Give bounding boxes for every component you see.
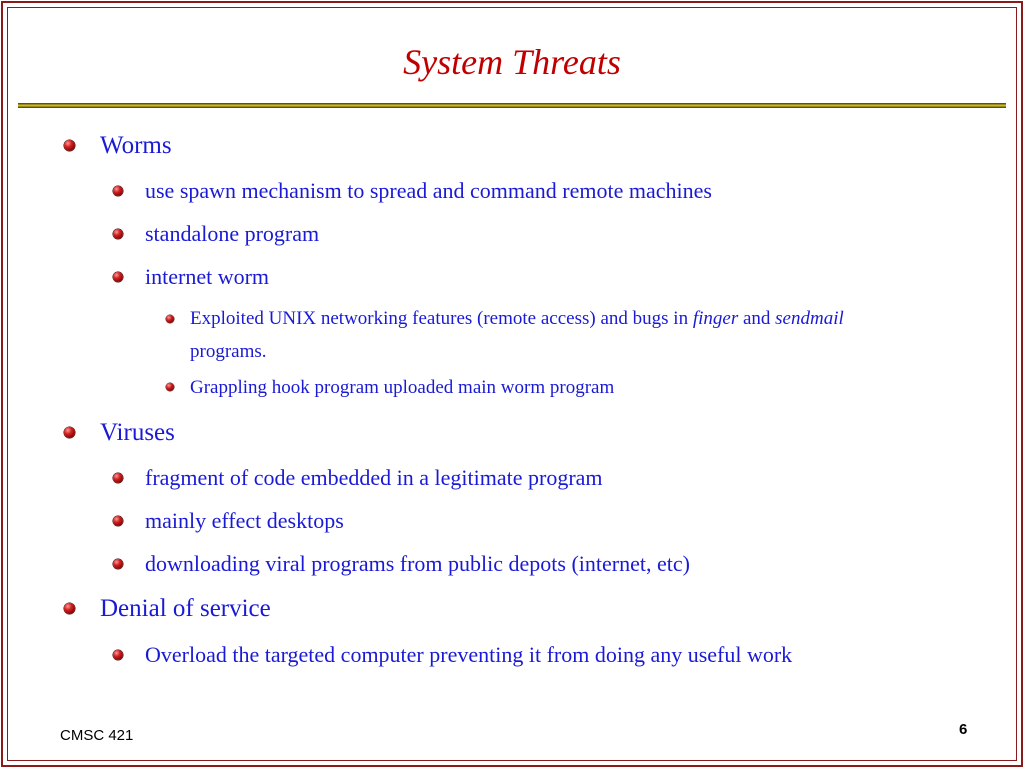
bullet-icon — [166, 315, 174, 323]
sub-sub-bullet-text: Grappling hook program uploaded main worm program — [190, 377, 615, 398]
bullet-label: Viruses — [100, 419, 175, 446]
sub-bullet-text: internet worm — [145, 264, 270, 289]
sub-bullet-text: Overload the targeted computer preventing it from doing any useful work — [145, 642, 793, 667]
bullet-worms — [64, 132, 172, 160]
bullet-icon — [166, 383, 174, 391]
sub-bullet-text: fragment of code embedded in a legitimate program — [145, 465, 603, 490]
bullet-icon — [64, 427, 75, 438]
bullet-icon — [113, 229, 123, 239]
bullet-icon — [113, 516, 123, 526]
sub-bullet — [113, 178, 712, 204]
programs-text: programs. — [190, 341, 267, 362]
bullet-icon — [113, 559, 123, 569]
page-number: 6 — [959, 721, 968, 738]
bullet-icon — [113, 186, 123, 196]
sub-bullet — [113, 642, 792, 668]
bullet-label: Worms — [100, 132, 172, 159]
and-text: and — [738, 308, 776, 329]
slide-title: System Threats — [403, 42, 621, 82]
sendmail-term: sendmail — [775, 308, 844, 329]
sub-bullet — [113, 465, 603, 491]
title-divider — [18, 103, 1006, 108]
sub-sub-bullet-text — [190, 302, 990, 368]
sub-bullet-text: downloading viral programs from public depots (internet, etc) — [145, 551, 690, 576]
bullet-label: Denial of service — [100, 595, 271, 622]
sub-bullet — [113, 221, 319, 247]
exploited-text: Exploited UNIX networking features (remote access) and bugs in — [190, 308, 693, 329]
sub-bullet-text: standalone program — [145, 221, 320, 246]
sub-sub-bullet-grappling — [166, 377, 614, 399]
sub-bullet — [113, 551, 690, 577]
sub-bullet — [113, 264, 269, 290]
sub-sub-bullet-exploited — [166, 302, 990, 368]
bullet-icon — [64, 140, 75, 151]
sub-bullet-text: mainly effect desktops — [145, 508, 344, 533]
bullet-icon — [113, 650, 123, 660]
bullet-viruses — [64, 419, 175, 447]
bullet-icon — [113, 272, 123, 282]
bullet-icon — [64, 603, 75, 614]
bullet-denial-of-service — [64, 595, 271, 623]
sub-bullet — [113, 508, 344, 534]
sub-bullet-text: use spawn mechanism to spread and command remote machines — [145, 178, 712, 203]
footer-course: CMSC 421 — [60, 727, 134, 744]
bullet-icon — [113, 473, 123, 483]
finger-term: finger — [692, 308, 739, 329]
